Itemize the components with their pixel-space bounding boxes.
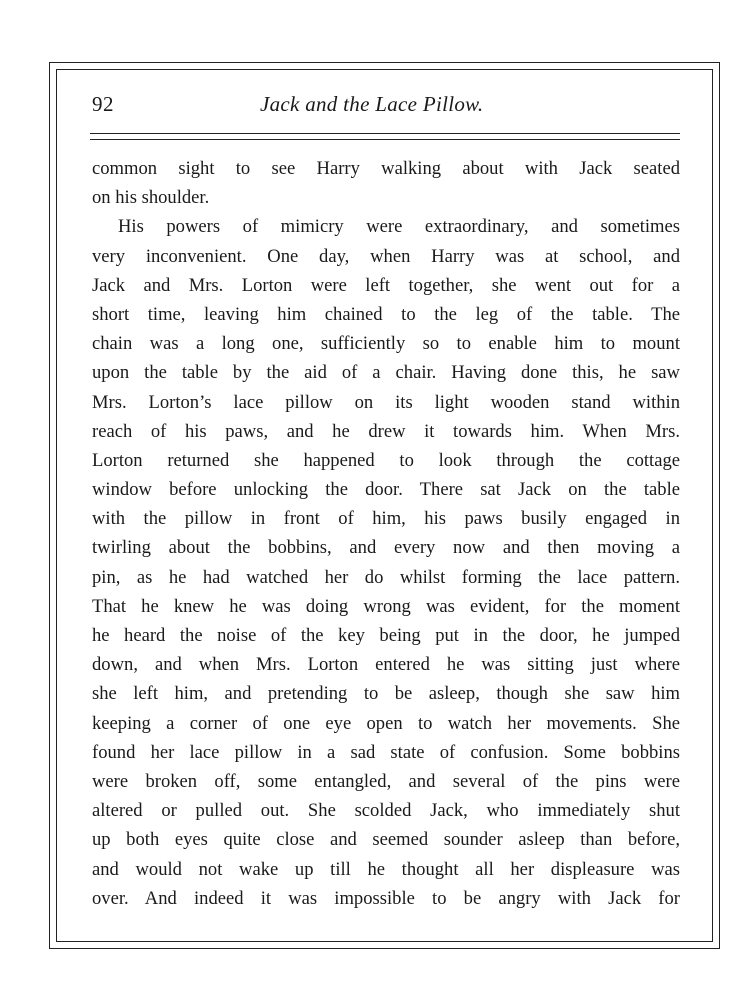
text-line: she left him, and pretending to be asleep, though she saw him	[92, 683, 680, 705]
text-line: over. And indeed it was impossible to be angry with Jack for	[92, 887, 680, 909]
text-line: Lorton returned she happened to look through the cottage	[92, 449, 680, 471]
text-line: chain was a long one, sufficiently so to enable him to mount	[92, 333, 680, 355]
text-line: were broken off, some entangled, and several of the pins were	[92, 770, 680, 792]
text-line: upon the table by the aid of a chair. Having done this, he saw	[92, 362, 680, 384]
page-header	[90, 90, 680, 126]
text-line: on his shoulder.	[92, 187, 210, 209]
page-number: 92	[92, 92, 114, 116]
text-line: altered or pulled out. She scolded Jack, who immediately shut	[92, 800, 680, 822]
text-line: found her lace pillow in a sad state of confusion. Some bobbins	[92, 741, 680, 763]
running-title: Jack and the Lace Pillow.	[260, 92, 484, 116]
text-line: twirling about the bobbins, and every now and then moving a	[92, 537, 680, 559]
text-line: His powers of mimicry were extraordinary, and sometimes	[118, 216, 680, 238]
text-line: down, and when Mrs. Lorton entered he was sitting just where	[92, 654, 680, 676]
text-line: and would not wake up till he thought all her displeasure was	[92, 858, 680, 880]
text-line: reach of his paws, and he drew it towards him. When Mrs.	[92, 420, 680, 442]
text-line: Mrs. Lorton’s lace pillow on its light wooden stand within	[92, 391, 680, 413]
text-line: That he knew he was doing wrong was evident, for the moment	[92, 595, 680, 617]
text-line: pin, as he had watched her do whilst forming the lace pattern.	[92, 566, 680, 588]
text-line: very inconvenient. One day, when Harry was at school, and	[92, 245, 680, 267]
text-line: window before unlocking the door. There sat Jack on the table	[92, 479, 680, 501]
body-text	[92, 154, 680, 913]
header-double-rule	[90, 133, 680, 140]
text-line: short time, leaving him chained to the leg of the table. The	[92, 303, 680, 325]
text-line: up both eyes quite close and seemed sounder asleep than before,	[92, 829, 680, 851]
text-line: common sight to see Harry walking about with Jack seated	[92, 158, 680, 179]
text-line: he heard the noise of the key being put in the door, he jumped	[92, 625, 680, 646]
text-line: keeping a corner of one eye open to watch her movements. She	[92, 712, 680, 734]
text-line: with the pillow in front of him, his paws busily engaged in	[92, 508, 680, 530]
text-line: Jack and Mrs. Lorton were left together, she went out for a	[92, 274, 680, 296]
